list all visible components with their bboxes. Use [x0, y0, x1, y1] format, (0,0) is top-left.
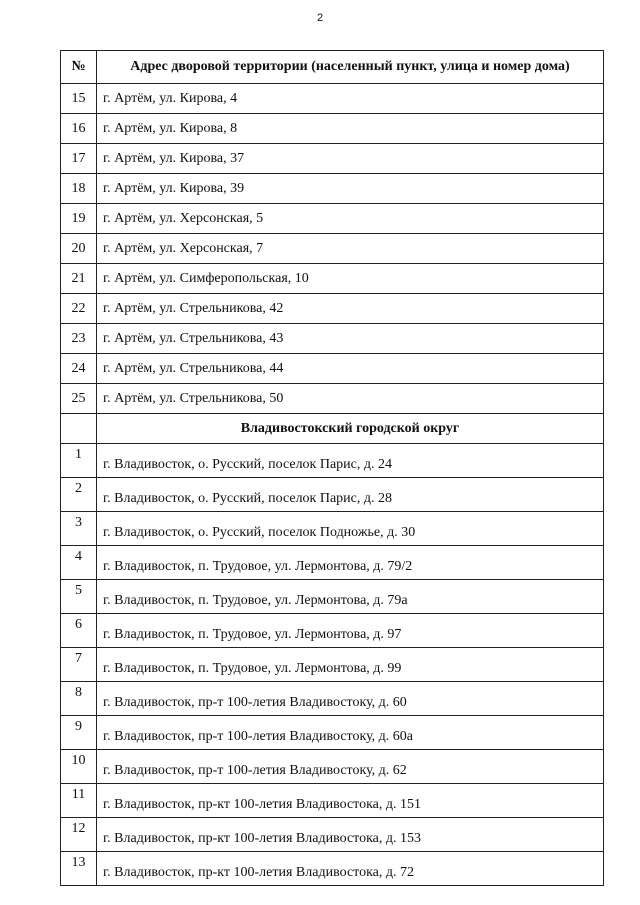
table-row: [61, 818, 604, 852]
row-address: г. Владивосток, п. Трудовое, ул. Лермонтова, д. 79а: [97, 580, 604, 614]
header-address: Адрес дворовой территории (населенный пункт, улица и номер дома): [97, 51, 604, 84]
table-row: [61, 84, 604, 114]
artem-rows: [61, 84, 604, 414]
table-row: [61, 114, 604, 144]
row-address: г. Артём, ул. Херсонская, 7: [97, 234, 604, 264]
row-address: г. Владивосток, пр-кт 100-летия Владивостока, д. 151: [97, 784, 604, 818]
row-number: 20: [61, 234, 97, 264]
section-empty-cell: [61, 414, 97, 444]
table-row: [61, 784, 604, 818]
row-number: 13: [61, 852, 97, 886]
row-number: 1: [61, 444, 97, 478]
row-number: 5: [61, 580, 97, 614]
table-header: [61, 51, 604, 84]
row-address: г. Артём, ул. Кирова, 37: [97, 144, 604, 174]
row-number: 8: [61, 682, 97, 716]
table-row: [61, 716, 604, 750]
row-number: 17: [61, 144, 97, 174]
row-address: г. Артём, ул. Стрельникова, 50: [97, 384, 604, 414]
row-address: г. Артём, ул. Кирова, 4: [97, 84, 604, 114]
row-address: г. Артём, ул. Кирова, 8: [97, 114, 604, 144]
section-title: Владивостокский городской округ: [97, 414, 604, 444]
row-address: г. Владивосток, п. Трудовое, ул. Лермонтова, д. 97: [97, 614, 604, 648]
row-address: г. Владивосток, пр-т 100-летия Владивостоку, д. 60: [97, 682, 604, 716]
row-number: 7: [61, 648, 97, 682]
table-row: [61, 354, 604, 384]
row-address: г. Владивосток, о. Русский, поселок Парис, д. 24: [97, 444, 604, 478]
table-row: [61, 384, 604, 414]
section-row: [61, 414, 604, 444]
row-address: г. Владивосток, пр-т 100-летия Владивостоку, д. 60а: [97, 716, 604, 750]
row-number: 24: [61, 354, 97, 384]
row-address: г. Артём, ул. Стрельникова, 44: [97, 354, 604, 384]
row-address: г. Артём, ул. Стрельникова, 43: [97, 324, 604, 354]
row-address: г. Артём, ул. Кирова, 39: [97, 174, 604, 204]
row-number: 11: [61, 784, 97, 818]
header-num: №: [61, 51, 97, 84]
row-number: 15: [61, 84, 97, 114]
row-address: г. Владивосток, п. Трудовое, ул. Лермонтова, д. 99: [97, 648, 604, 682]
row-number: 22: [61, 294, 97, 324]
row-number: 18: [61, 174, 97, 204]
vladivostok-rows: [61, 444, 604, 886]
table-row: [61, 264, 604, 294]
row-address: г. Артём, ул. Херсонская, 5: [97, 204, 604, 234]
table-row: [61, 444, 604, 478]
table-row: [61, 546, 604, 580]
table-row: [61, 324, 604, 354]
table-row: [61, 682, 604, 716]
row-address: г. Владивосток, пр-т 100-летия Владивостоку, д. 62: [97, 750, 604, 784]
row-address: г. Владивосток, о. Русский, поселок Парис, д. 28: [97, 478, 604, 512]
table-row: [61, 234, 604, 264]
row-number: 6: [61, 614, 97, 648]
row-address: г. Владивосток, п. Трудовое, ул. Лермонтова, д. 79/2: [97, 546, 604, 580]
row-number: 10: [61, 750, 97, 784]
row-number: 12: [61, 818, 97, 852]
table-row: [61, 580, 604, 614]
row-address: г. Владивосток, пр-кт 100-летия Владивостока, д. 72: [97, 852, 604, 886]
table-row: [61, 852, 604, 886]
address-table: [60, 50, 604, 886]
row-address: г. Артём, ул. Симферопольская, 10: [97, 264, 604, 294]
table-row: [61, 144, 604, 174]
table-row: [61, 294, 604, 324]
table-row: [61, 478, 604, 512]
row-address: г. Артём, ул. Стрельникова, 42: [97, 294, 604, 324]
table-row: [61, 648, 604, 682]
row-address: г. Владивосток, пр-кт 100-летия Владивостока, д. 153: [97, 818, 604, 852]
table-row: [61, 614, 604, 648]
table-row: [61, 512, 604, 546]
table-row: [61, 750, 604, 784]
table-row: [61, 204, 604, 234]
row-number: 16: [61, 114, 97, 144]
row-number: 23: [61, 324, 97, 354]
row-number: 21: [61, 264, 97, 294]
row-number: 19: [61, 204, 97, 234]
page-number: 2: [316, 12, 324, 24]
row-number: 3: [61, 512, 97, 546]
row-number: 2: [61, 478, 97, 512]
row-number: 4: [61, 546, 97, 580]
row-number: 9: [61, 716, 97, 750]
row-address: г. Владивосток, о. Русский, поселок Подножье, д. 30: [97, 512, 604, 546]
row-number: 25: [61, 384, 97, 414]
table-row: [61, 174, 604, 204]
